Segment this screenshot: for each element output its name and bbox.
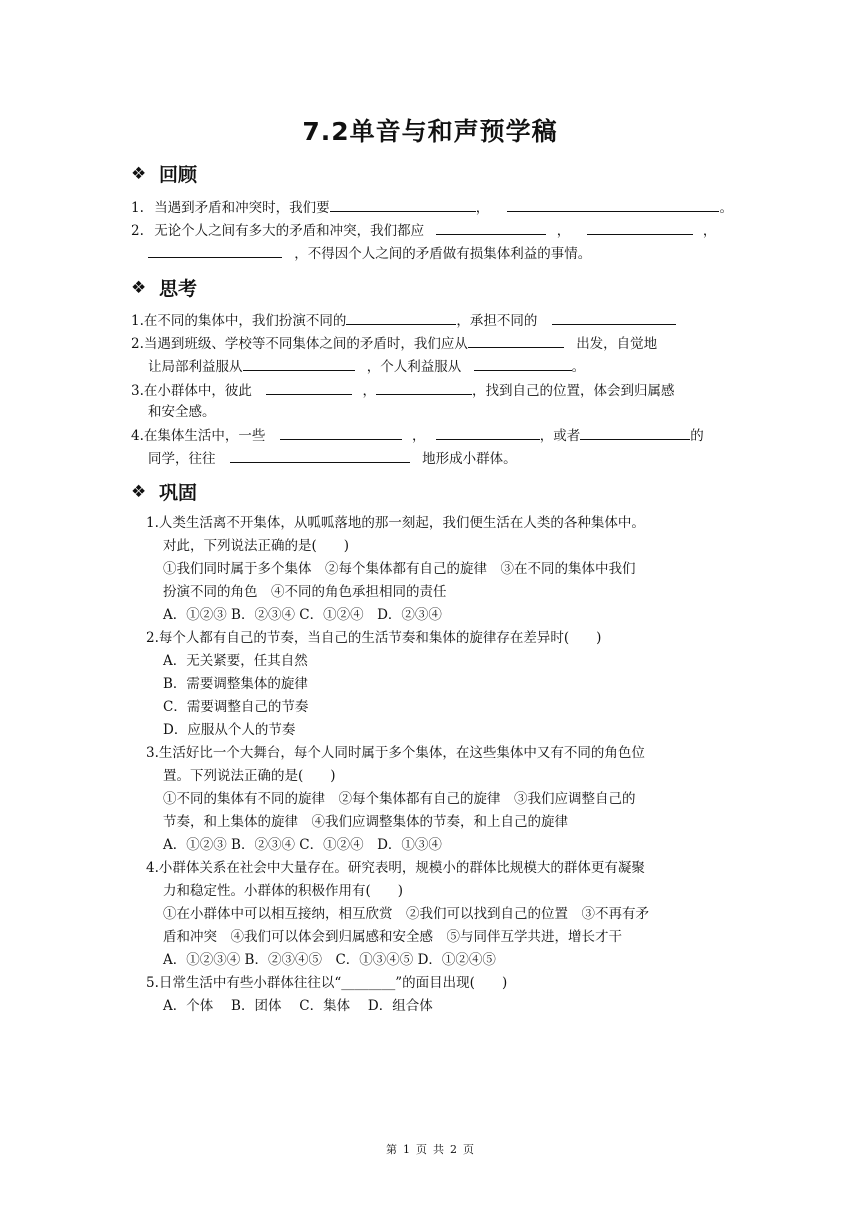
consolidate-q4-line: 力和稳定性。小群体的积极作用有( ) <box>163 883 404 899</box>
consolidate-q2-option: B．需要调整集体的旋律 <box>163 676 308 692</box>
consolidate-q5-options: A．个体 B．团体 C．集体 D．组合体 <box>163 998 433 1014</box>
review-q2: 2. 无论个人之间有多大的矛盾和冲突，我们都应 ， ， <box>131 220 716 240</box>
answer-blank[interactable] <box>243 356 355 371</box>
answer-blank[interactable] <box>266 380 352 395</box>
consolidate-q4-line: 4.小群体关系在社会中大量存在。研究表明，规模小的群体比规模大的群体更有凝聚 <box>146 860 645 876</box>
total-pages: 2 <box>450 1143 457 1156</box>
consolidate-q1-line: 1.人类生活离不开集体，从呱呱落地的那一刻起，我们便生活在人类的各种集体中。 <box>146 515 645 531</box>
consolidate-q4-line: 盾和冲突 ④我们可以体会到归属感和安全感 ⑤与同伴互学共进，增长才干 <box>163 929 622 945</box>
page-title: 7.2单音与和声预学稿 <box>302 117 558 146</box>
answer-blank[interactable] <box>436 220 546 235</box>
diamond-bullet-icon: ❖ <box>131 481 147 502</box>
answer-blank[interactable] <box>580 425 690 440</box>
consolidate-q2-option: D．应服从个人的节奏 <box>163 722 296 738</box>
diamond-bullet-icon: ❖ <box>131 277 147 298</box>
answer-blank[interactable] <box>507 197 719 212</box>
think-q4: 4.在集体生活中，一些 ， ，或者 的 <box>131 425 704 445</box>
consolidate-q3-options: A．①②③ B．②③④ C．①②④ D．①③④ <box>163 837 442 853</box>
consolidate-q2-option: C．需要调整自己的节奏 <box>163 699 309 715</box>
think-q4-cont: 同学，往往 地形成小群体。 <box>148 448 517 468</box>
consolidate-q4-line: ①在小群体中可以相互接纳，相互欣赏 ②我们可以找到自己的位置 ③不再有矛 <box>163 906 649 922</box>
answer-blank[interactable] <box>552 310 676 325</box>
section-review-heading <box>131 160 197 187</box>
consolidate-q1-line: ①我们同时属于多个集体 ②每个集体都有自己的旋律 ③在不同的集体中我们 <box>163 561 636 577</box>
section-think-heading <box>131 274 197 301</box>
consolidate-q2-option: A．无关紧要，任其自然 <box>163 653 308 669</box>
consolidate-q4-options: A．①②③④ B．②③④⑤ C．①③④⑤ D．①②④⑤ <box>163 952 496 968</box>
section-think-label: 思考 <box>159 278 198 300</box>
answer-blank[interactable] <box>148 243 282 258</box>
consolidate-q2-line: 2.每个人都有自己的节奏，当自己的生活节奏和集体的旋律存在差异时( ) <box>146 630 602 646</box>
review-q2-cont: ，不得因个人之间的矛盾做有损集体利益的事情。 <box>148 243 591 263</box>
think-q3-cont: 和安全感。 <box>148 404 216 420</box>
think-q3: 3.在小群体中，彼此 ， ，找到自己的位置，体会到归属感 <box>131 380 674 400</box>
answer-blank[interactable] <box>587 220 693 235</box>
consolidate-q1-line: 对此，下列说法正确的是( ) <box>163 538 350 554</box>
diamond-bullet-icon: ❖ <box>131 163 147 184</box>
consolidate-q5-line: 5.日常生活中有些小群体往往以“________”的面目出现( ) <box>146 975 508 991</box>
consolidate-q1-options: A．①②③ B．②③④ C．①②④ D．②③④ <box>163 607 442 623</box>
answer-blank[interactable] <box>346 310 456 325</box>
consolidate-q3-line: 3.生活好比一个大舞台，每个人同时属于多个集体，在这些集体中又有不同的角色位 <box>146 745 645 761</box>
page-footer: 第 1 页 共 2 页 <box>386 1143 474 1156</box>
answer-blank[interactable] <box>436 425 540 440</box>
think-q2: 2.当遇到班级、学校等不同集体之间的矛盾时，我们应从 出发，自觉地 <box>131 333 657 353</box>
answer-blank[interactable] <box>468 333 564 348</box>
think-q1: 1.在不同的集体中，我们扮演不同的 ，承担不同的 <box>131 310 676 330</box>
answer-blank[interactable] <box>280 425 402 440</box>
consolidate-q3-line: 节奏，和上集体的旋律 ④我们应调整集体的节奏，和上自己的旋律 <box>163 814 568 830</box>
answer-blank[interactable] <box>230 448 410 463</box>
answer-blank[interactable] <box>376 380 472 395</box>
page-number: 1 <box>403 1143 410 1156</box>
consolidate-q3-line: 置。下列说法正确的是( ) <box>163 768 336 784</box>
think-q2-cont: 让局部利益服从 ，个人利益服从 。 <box>148 356 585 376</box>
answer-blank[interactable] <box>330 197 476 212</box>
section-consolidate-heading <box>131 478 197 505</box>
answer-blank[interactable] <box>474 356 572 371</box>
consolidate-q1-line: 扮演不同的角色 ④不同的角色承担相同的责任 <box>163 584 447 600</box>
consolidate-q3-line: ①不同的集体有不同的旋律 ②每个集体都有自己的旋律 ③我们应调整自己的 <box>163 791 636 807</box>
review-q1: 1. 当遇到矛盾和冲突时，我们要 ， 。 <box>131 197 733 217</box>
section-consolidate-label: 巩固 <box>159 482 198 504</box>
section-review-label: 回顾 <box>159 164 198 186</box>
